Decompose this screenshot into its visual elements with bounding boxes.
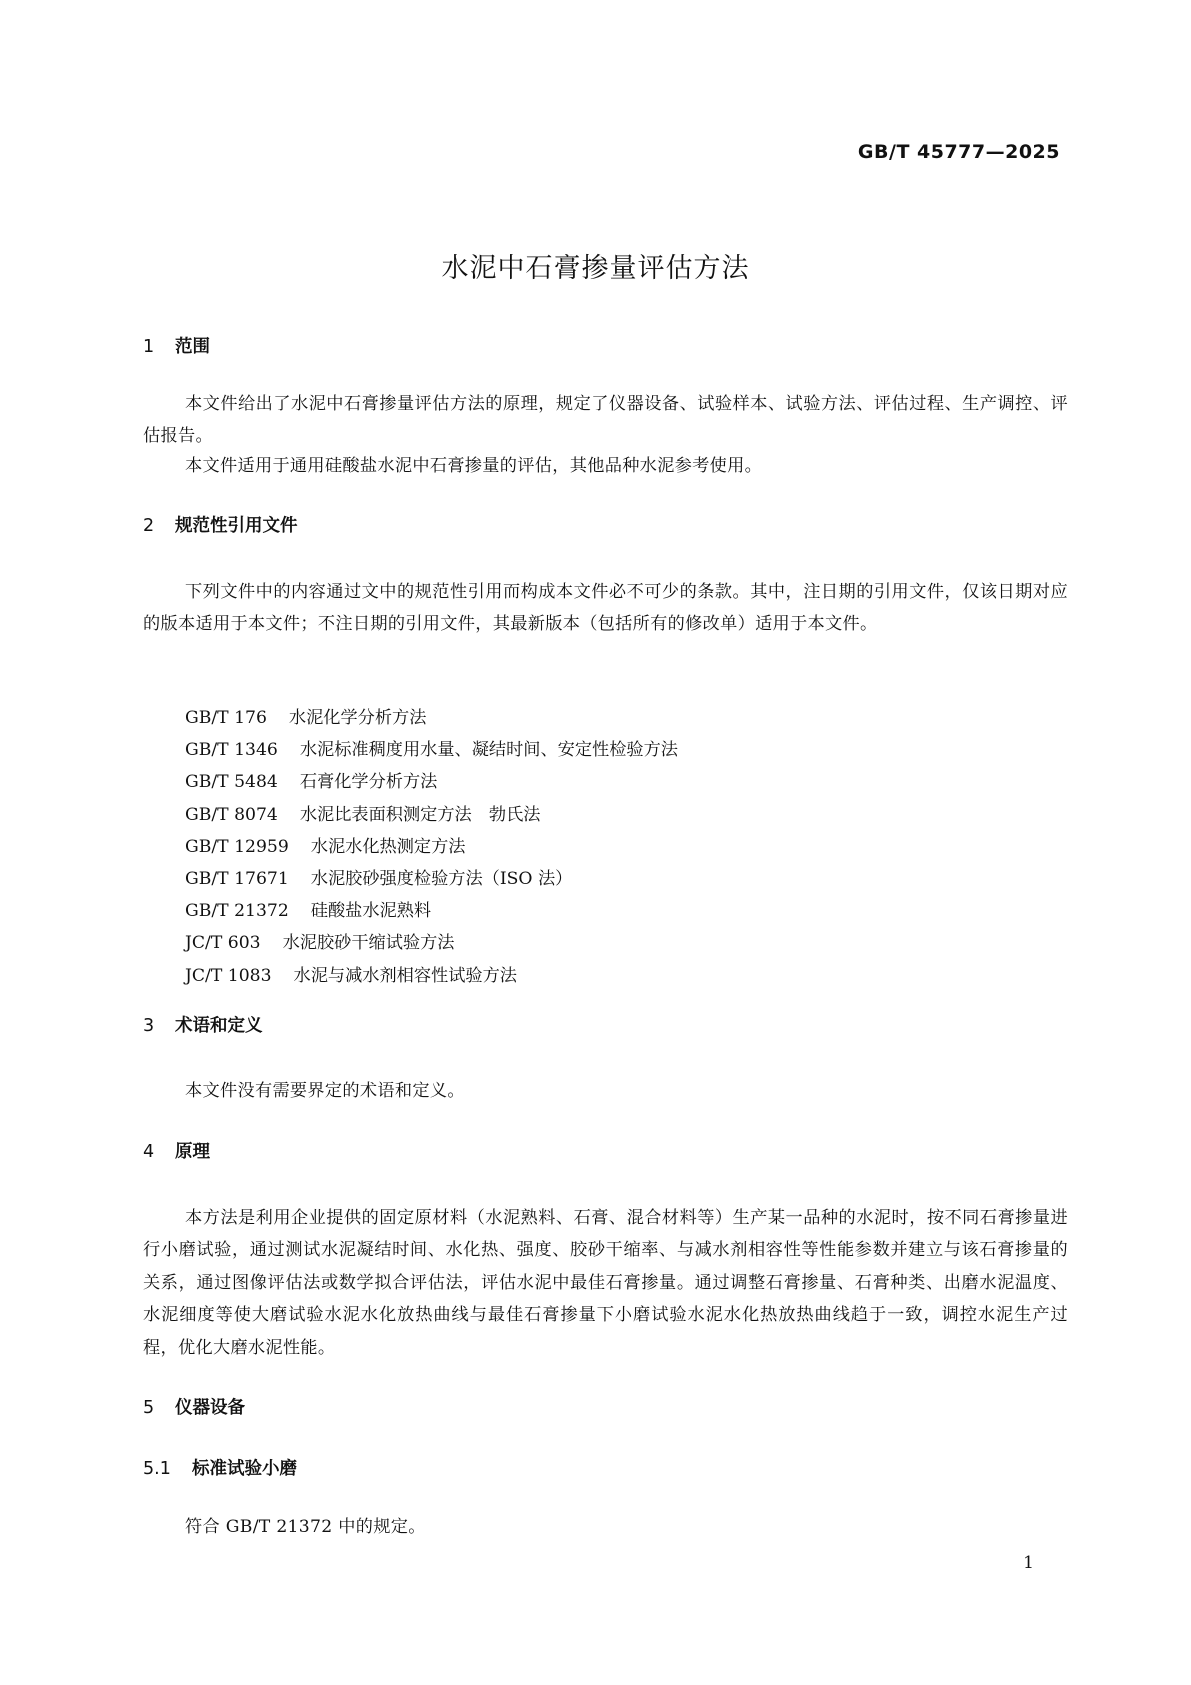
small-mill-paragraph: 符合 GB/T 21372 中的规定。 xyxy=(185,1517,426,1537)
reference-title: 石膏化学分析方法 xyxy=(299,772,438,793)
reference-code: GB/T 17671 xyxy=(185,869,289,890)
document-title: 水泥中石膏掺量评估方法 xyxy=(441,253,750,284)
reference-item xyxy=(185,863,678,895)
reference-item xyxy=(185,702,678,734)
reference-item xyxy=(185,734,678,766)
principle-paragraph: 本方法是利用企业提供的固定原材料（水泥熟料、石膏、混合材料等）生产某一品种的水泥时，按不同石膏掺量进行小磨试验，通过测试水泥凝结时间、水化热、强度、胶砂干缩率、与减水剂相容性等性能参数并建立与该石膏掺量的关系，通过图像评估法或数学拟合评估法，评估水泥中最佳石膏掺量。通过调整石膏掺量、石膏种类、出磨水泥温度、水泥细度等使大磨试验水泥水化放热曲线与最佳石膏掺量下小磨试验水泥水化热放热曲线趋于一致，调控水泥生产过程，优化大磨水泥性能。 xyxy=(143,1208,1068,1358)
reference-code: GB/T 1346 xyxy=(185,740,278,761)
section-number: 4 xyxy=(143,1142,155,1162)
reference-title: 水泥与减水剂相容性试验方法 xyxy=(293,965,517,986)
reference-code: GB/T 176 xyxy=(185,708,267,728)
reference-item xyxy=(185,895,678,927)
section-5-heading xyxy=(143,1394,245,1419)
section-title: 规范性引用文件 xyxy=(175,516,298,536)
reference-title: 水泥标准稠度用水量、凝结时间、安定性检验方法 xyxy=(299,740,678,761)
reference-list xyxy=(185,702,678,992)
terms-paragraph: 本文件没有需要界定的术语和定义。 xyxy=(185,1081,465,1101)
reference-item xyxy=(185,766,678,798)
section-number: 3 xyxy=(143,1016,155,1036)
section-number: 5 xyxy=(143,1398,155,1418)
reference-item xyxy=(185,831,678,863)
page-number: 1 xyxy=(1023,1553,1034,1573)
reference-title: 水泥比表面积测定方法 勃氏法 xyxy=(299,804,541,825)
reference-code: GB/T 5484 xyxy=(185,772,278,793)
reference-title: 水泥水化热测定方法 xyxy=(310,836,466,857)
section-title: 术语和定义 xyxy=(175,1016,263,1036)
section-title: 仪器设备 xyxy=(175,1398,245,1418)
references-intro-paragraph: 下列文件中的内容通过文中的规范性引用而构成本文件必不可少的条款。其中，注日期的引用文件，仅该日期对应的版本适用于本文件；不注日期的引用文件，其最新版本（包括所有的修改单）适用于本文件。 xyxy=(143,582,1068,635)
section-4-heading xyxy=(143,1138,210,1163)
section-3-heading xyxy=(143,1012,263,1037)
section-title: 原理 xyxy=(175,1142,210,1162)
reference-title: 水泥胶砂干缩试验方法 xyxy=(282,933,455,954)
section-number: 2 xyxy=(143,516,155,536)
reference-title: 水泥胶砂强度检验方法（ISO 法） xyxy=(310,869,573,890)
scope-paragraph-1: 本文件给出了水泥中石膏掺量评估方法的原理，规定了仪器设备、试验样本、试验方法、评估过程、生产调控、评估报告。 xyxy=(143,394,1068,447)
section-number: 1 xyxy=(143,337,155,357)
reference-code: JC/T 603 xyxy=(185,933,261,954)
section-5-1-heading xyxy=(143,1455,297,1480)
scope-paragraph-2: 本文件适用于通用硅酸盐水泥中石膏掺量的评估，其他品种水泥参考使用。 xyxy=(185,456,763,476)
reference-title: 硅酸盐水泥熟料 xyxy=(310,901,432,922)
reference-item xyxy=(185,799,678,831)
section-title: 范围 xyxy=(175,337,210,357)
subsection-title: 标准试验小磨 xyxy=(192,1459,297,1479)
reference-code: JC/T 1083 xyxy=(185,965,272,986)
reference-title: 水泥化学分析方法 xyxy=(288,708,427,728)
reference-item xyxy=(185,927,678,959)
reference-code: GB/T 8074 xyxy=(185,804,278,825)
reference-code: GB/T 21372 xyxy=(185,901,289,922)
standard-code: GB/T 45777—2025 xyxy=(857,141,1060,163)
section-1-heading xyxy=(143,333,210,358)
section-2-heading xyxy=(143,512,298,537)
reference-item xyxy=(185,960,678,992)
subsection-number: 5.1 xyxy=(143,1459,171,1479)
reference-code: GB/T 12959 xyxy=(185,836,289,857)
